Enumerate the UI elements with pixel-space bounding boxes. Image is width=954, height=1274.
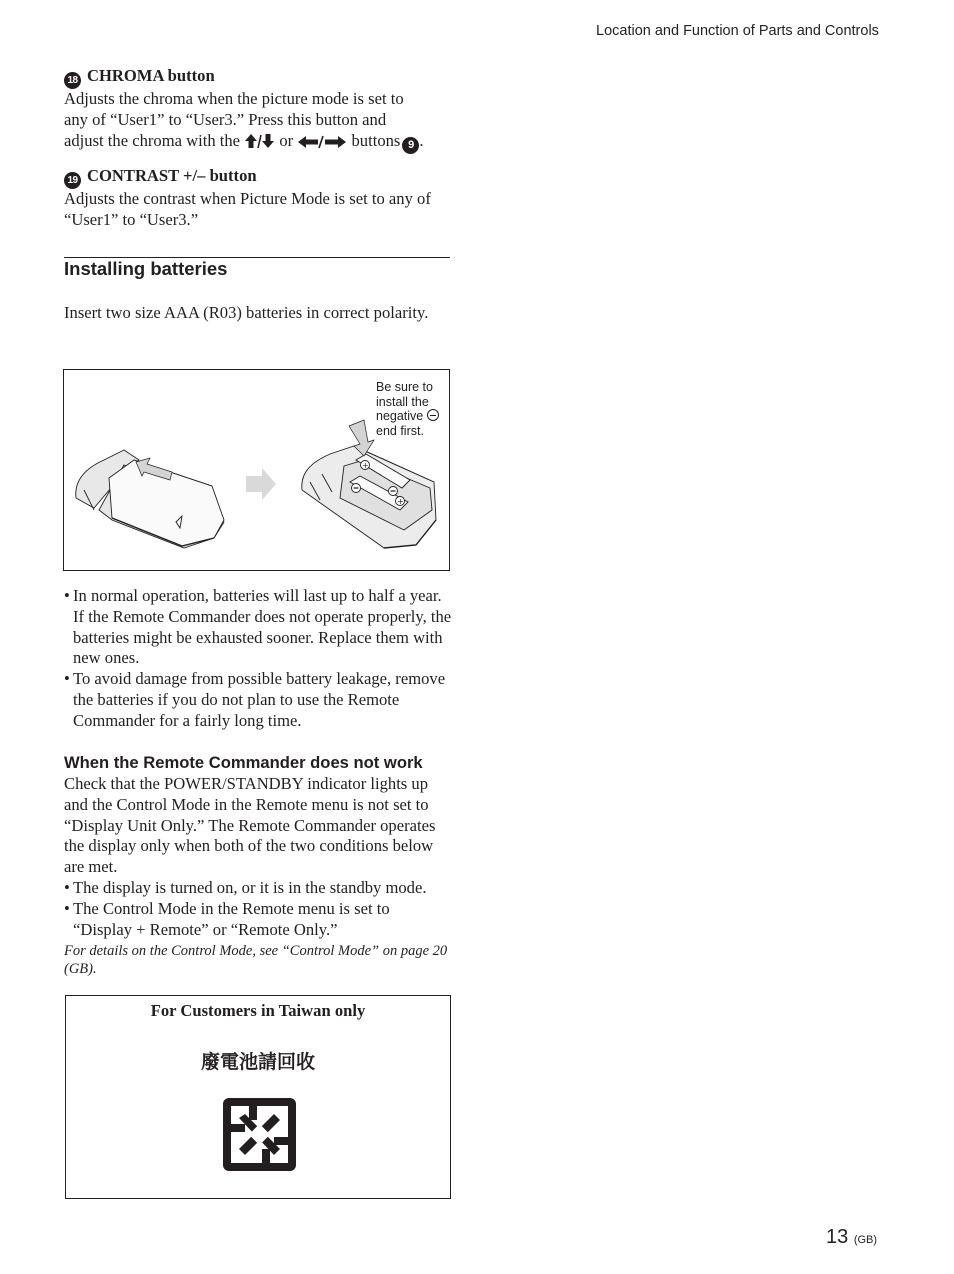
item-reference-badge: 9: [402, 137, 419, 154]
list-item: • The display is turned on, or it is in the standby mode.: [64, 878, 456, 899]
page-number-suffix: (GB): [853, 1234, 878, 1246]
contrast-text: Adjusts the contrast when Picture Mode is set to any of “User1” to “User3.”: [64, 189, 431, 229]
not-work-heading: When the Remote Commander does not work: [64, 753, 423, 772]
list-item: • To avoid damage from possible battery leakage, remove the batteries if you do not plan to use the Remote Commander for a fairly long time.: [64, 669, 452, 731]
chroma-section: [64, 66, 452, 154]
arrow-left-right-icon: [297, 134, 347, 155]
chroma-heading: [64, 66, 452, 89]
figure-note-negative: negative: [376, 409, 424, 423]
battery-notes-list: [64, 586, 452, 732]
installing-intro: Insert two size AAA (R03) batteries in correct polarity.: [64, 303, 429, 322]
chroma-line-3-end: .: [419, 130, 424, 150]
figure-note-line-2: install the: [376, 394, 429, 409]
item-number-badge: 19: [64, 172, 81, 189]
next-step-arrow-icon: [246, 468, 276, 500]
chroma-line-1: Adjusts the chroma when the picture mode is set to: [64, 89, 404, 108]
chroma-line-3: [64, 131, 452, 155]
list-item: • In normal operation, batteries will last up to half a year. If the Remote Commander does not operate properly, the batteries might be exhausted sooner. Replace them with new ones.: [64, 586, 452, 669]
chroma-line-3-c: buttons: [351, 130, 401, 150]
chroma-line-3-or: or: [279, 130, 294, 150]
not-work-text: Check that the POWER/STANDBY indicator lights up and the Control Mode in the Remote menu is not set to “Display Unit Only.” The Remote Commander operates the display only when both of the two conditions below are met.: [64, 774, 436, 877]
list-item: • The Control Mode in the Remote menu is set to “Display + Remote” or “Remote Only.”: [64, 899, 428, 941]
page-number: [826, 1226, 877, 1249]
svg-text:+: +: [397, 497, 404, 506]
chroma-line-2: any of “User1” to “User3.” Press this button and: [64, 109, 387, 129]
battery-recycle-icon: [223, 1098, 296, 1171]
figure-note-line-4: end first.: [376, 423, 424, 438]
chroma-line-3-a: adjust the chroma with the: [64, 130, 241, 150]
chroma-title: CHROMA button: [87, 66, 215, 85]
taiwan-title: For Customers in Taiwan only: [150, 1001, 366, 1020]
item-number-badge: 18: [64, 72, 81, 89]
contrast-section: [64, 166, 452, 231]
running-head: Location and Function of Parts and Controls: [596, 23, 879, 39]
installing-heading: Installing batteries: [64, 258, 228, 279]
page-number-value: 13: [826, 1226, 849, 1248]
figure-note: [376, 380, 456, 438]
svg-text:+: +: [362, 461, 369, 470]
arrow-up-down-icon: [244, 133, 275, 155]
contrast-heading: [64, 166, 452, 189]
figure-note-line-1: Be sure to: [376, 380, 433, 394]
contrast-title: CONTRAST +/– button: [87, 166, 257, 185]
conditions-list: [64, 878, 456, 940]
control-mode-note: For details on the Control Mode, see “Control Mode” on page 20 (GB).: [64, 943, 448, 977]
figure-note-line-3: [376, 409, 456, 424]
taiwan-recycle-text: 廢電池請回收: [200, 1051, 315, 1073]
minus-circle-icon: [427, 409, 439, 421]
